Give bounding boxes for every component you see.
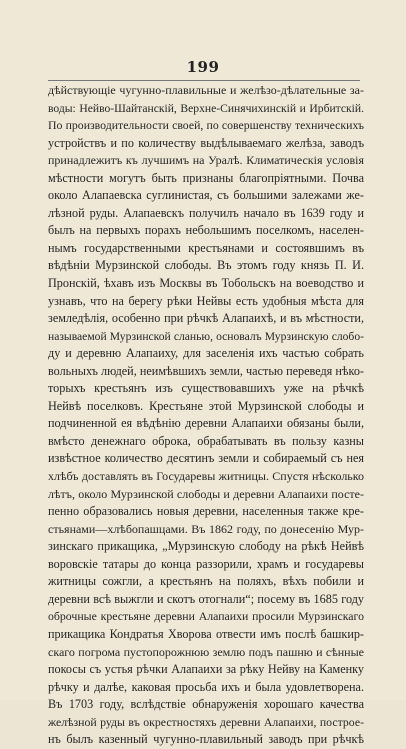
text-line: хлѣбъ доставлять въ Государевы житницы. Спустя нѣсколько — [48, 469, 364, 484]
text-line: воровскіе татары до конца раззорили, храмъ и государевы — [48, 556, 364, 571]
body-text — [48, 82, 364, 749]
text-line: оброчные крестьяне деревни Алапаихи просили Мурзинскаго — [48, 609, 364, 624]
text-line: вмѣсто денежнаго оброка, обрабатывать въ пользу казны — [48, 433, 364, 448]
text-line: извѣстное количество десятинъ земли и собираемый съ нея — [48, 451, 364, 466]
text-line: подчиненной ея вѣдѣнію деревни Алапаихи обязаны были, — [48, 416, 364, 431]
text-line: Въ 1703 году, вслѣдствіе обнаруженія хорошаго качества — [48, 697, 364, 712]
text-line: рѣчку и далѣе, каковая просьба ихъ и была удовлетворена. — [48, 679, 364, 694]
text-line: вольныхъ людей, неимѣвшихъ земли, частью переведя нѣко- — [48, 363, 364, 378]
text-line: узнавъ, что на берегу рѣки Нейвы есть удобныя мѣста для — [48, 293, 364, 308]
text-line: зинскаго прикащика, „Мурзинскую слободу на рѣкѣ Нейвѣ — [48, 539, 364, 554]
text-line: лѣзной руды. Алапаевскъ получилъ начало въ 1639 году и — [48, 205, 364, 220]
text-line: покосы съ устья рѣчки Алапаихи за рѣку Нейву на Каменку — [48, 662, 364, 677]
text-line: житницы сожгли, а крестьянъ на поляхъ, вѣхъ побили и — [48, 574, 364, 589]
text-line: нъ былъ казенный чугунно-плавильный заводъ при рѣчкѣ — [48, 732, 364, 747]
text-line: пенно образовались новыя деревни, населенныя также кре- — [48, 504, 364, 519]
text-line: мѣстности могутъ быть признаны благопріятными. Почва — [48, 170, 364, 185]
text-line: торыхъ крестьянъ изъ существовавшихъ уже на рѣчкѣ — [48, 381, 364, 396]
text-line: Нейвѣ поселковъ. Крестьяне этой Мурзинской слободы и — [48, 398, 364, 413]
page-number: 199 — [186, 58, 220, 76]
text-line: скаго погрома пустопорожнюю землю подъ пашню и сѣнные — [48, 644, 364, 659]
text-line: Пронскій, ѣхавъ изъ Москвы въ Тобольскъ на воеводство и — [48, 276, 364, 291]
text-line: желѣзной руды въ окрестностяхъ деревни Алапаихи, построе- — [48, 714, 364, 729]
text-line: вѣдѣніи Мурзинской слободы. Въ этомъ году князь П. И. — [48, 258, 364, 273]
text-line: около Алапаевска суглинистая, съ большими залежами же- — [48, 188, 364, 203]
text-line: нымъ государственными крестьянами и состоявшимъ въ — [48, 240, 364, 255]
text-line: По производительности своей, по совершенству техническихъ — [48, 118, 364, 133]
text-line: земледѣлія, особенно при рѣчкѣ Алапаихѣ, и въ мѣстности, — [48, 311, 364, 326]
header-rule — [48, 80, 360, 81]
text-line: стьянами—хлѣбопашцами. Въ 1862 году, по донесенію Мур- — [48, 521, 364, 536]
text-line: дѣйствующіе чугунно-плавильные и желѣзо-дѣлательные за- — [48, 83, 364, 97]
text-line: прикащика Кондратья Хворова отвести имъ послѣ башкир- — [48, 626, 364, 641]
text-line: деревни всѣ выжгли и скотъ отогнали“; посему въ 1685 году — [48, 591, 364, 606]
text-line: былъ на первыхъ порахъ небольшимъ поселкомъ, населен- — [48, 223, 364, 238]
text-line: принадлежитъ къ лучшимъ на Уралѣ. Климатическія условія — [48, 153, 364, 168]
text-line: ду и деревню Алапаиху, для заселенія ихъ частью собрать — [48, 346, 364, 361]
text-line: лѣтъ, около Мурзинской слободы и деревни Алапаихи посте- — [48, 486, 364, 501]
text-line: устройствъ и по количеству выдѣлываемаго желѣза, заводъ — [48, 135, 364, 150]
text-line: воды: Нейво-Шайтанскій, Верхне-Синячихинскій и Ирбитскій. — [48, 101, 364, 115]
text-line: называемой Мурзинской сланью, основалъ Мурзинскую слобо- — [48, 329, 364, 343]
